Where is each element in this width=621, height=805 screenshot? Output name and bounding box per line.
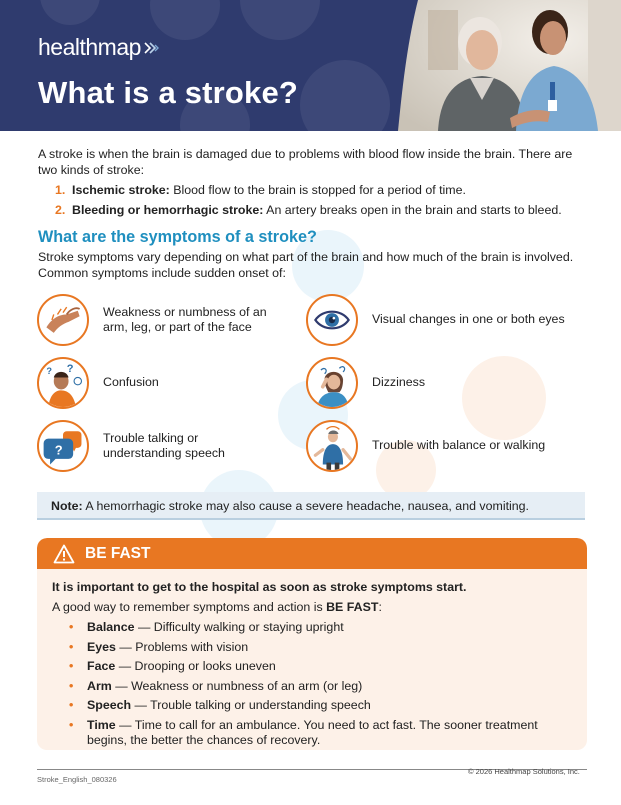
confusion-icon — [37, 357, 89, 409]
symptom-balance — [306, 420, 545, 472]
note-label: Note: — [51, 499, 83, 513]
list-item: • Eyes — Problems with vision — [69, 639, 249, 654]
balance-icon — [306, 420, 358, 472]
list-item: • Time — Time to call for an ambulance. You need to act fast. The sooner treatment begins, the better the chances of recovery. — [69, 717, 538, 747]
copyright-text: © 2026 Healthmap Solutions, Inc. — [468, 767, 580, 776]
stroke-types-list — [55, 180, 562, 220]
note-text: A hemorrhagic stroke may also cause a severe headache, nausea, and vomiting. — [82, 499, 529, 513]
svg-text:?: ? — [66, 362, 74, 375]
list-item: • Face — Drooping or looks uneven — [69, 659, 276, 673]
svg-text:?: ? — [54, 442, 63, 458]
symptom-label: Trouble talking or understanding speech — [103, 430, 225, 460]
symptoms-heading: What are the symptoms of a stroke? — [38, 228, 317, 246]
symptom-weakness — [37, 294, 283, 346]
dizziness-icon — [306, 357, 358, 409]
list-item: • Arm — Weakness or numbness of an arm (or leg) — [69, 678, 363, 693]
symptom-label: Weakness or numbness of an arm, leg, or part of the face — [103, 304, 267, 334]
note-banner — [37, 492, 585, 520]
page-header — [0, 0, 621, 131]
intro-paragraph: A stroke is when the brain is damaged due to problems with blood flow inside the brain. There are two kinds of stroke: — [38, 147, 573, 177]
document-code: Stroke_English_080326 — [37, 775, 117, 784]
symptom-label: Trouble with balance or walking — [372, 438, 546, 453]
page-title: What is a stroke? — [38, 75, 299, 110]
warning-icon — [53, 544, 75, 564]
be-fast-list — [69, 618, 569, 749]
symptom-talking — [37, 420, 243, 472]
healthmap-logo: healthmap — [38, 34, 160, 61]
symptom-confusion — [37, 357, 159, 409]
be-fast-header — [37, 538, 587, 569]
be-fast-heading: BE FAST — [85, 544, 151, 562]
symptom-label: Visual changes in one or both eyes — [372, 312, 565, 327]
eye-icon — [306, 294, 358, 346]
stroke-type-item: 1. Ischemic stroke: Blood flow to the brain is stopped for a period of time. — [55, 183, 466, 197]
symptoms-intro: Stroke symptoms vary depending on what part of the brain and how much of the brain is involved. Common symptoms include sudden onset of: — [38, 250, 574, 280]
speech-bubble-icon — [37, 420, 89, 472]
list-item: • Speech — Trouble talking or understanding speech — [69, 698, 371, 712]
symptom-visual — [306, 294, 565, 346]
symptom-label: Confusion — [103, 375, 159, 390]
be-fast-box — [37, 538, 587, 750]
arm-icon — [37, 294, 89, 346]
symptom-label: Dizziness — [372, 375, 426, 390]
symptom-dizziness — [306, 357, 425, 409]
be-fast-sub: A good way to remember symptoms and action is BE FAST: — [52, 600, 382, 614]
stroke-type-item: 2. Bleeding or hemorrhagic stroke: An artery breaks open in the brain and starts to bleed. — [55, 203, 562, 217]
be-fast-lead: It is important to get to the hospital as soon as stroke symptoms start. — [52, 580, 467, 594]
svg-text:?: ? — [46, 365, 53, 376]
list-item: • Balance — Difficulty walking or staying upright — [69, 620, 344, 634]
header-photo — [398, 0, 621, 131]
logo-arrows-icon — [144, 42, 160, 54]
